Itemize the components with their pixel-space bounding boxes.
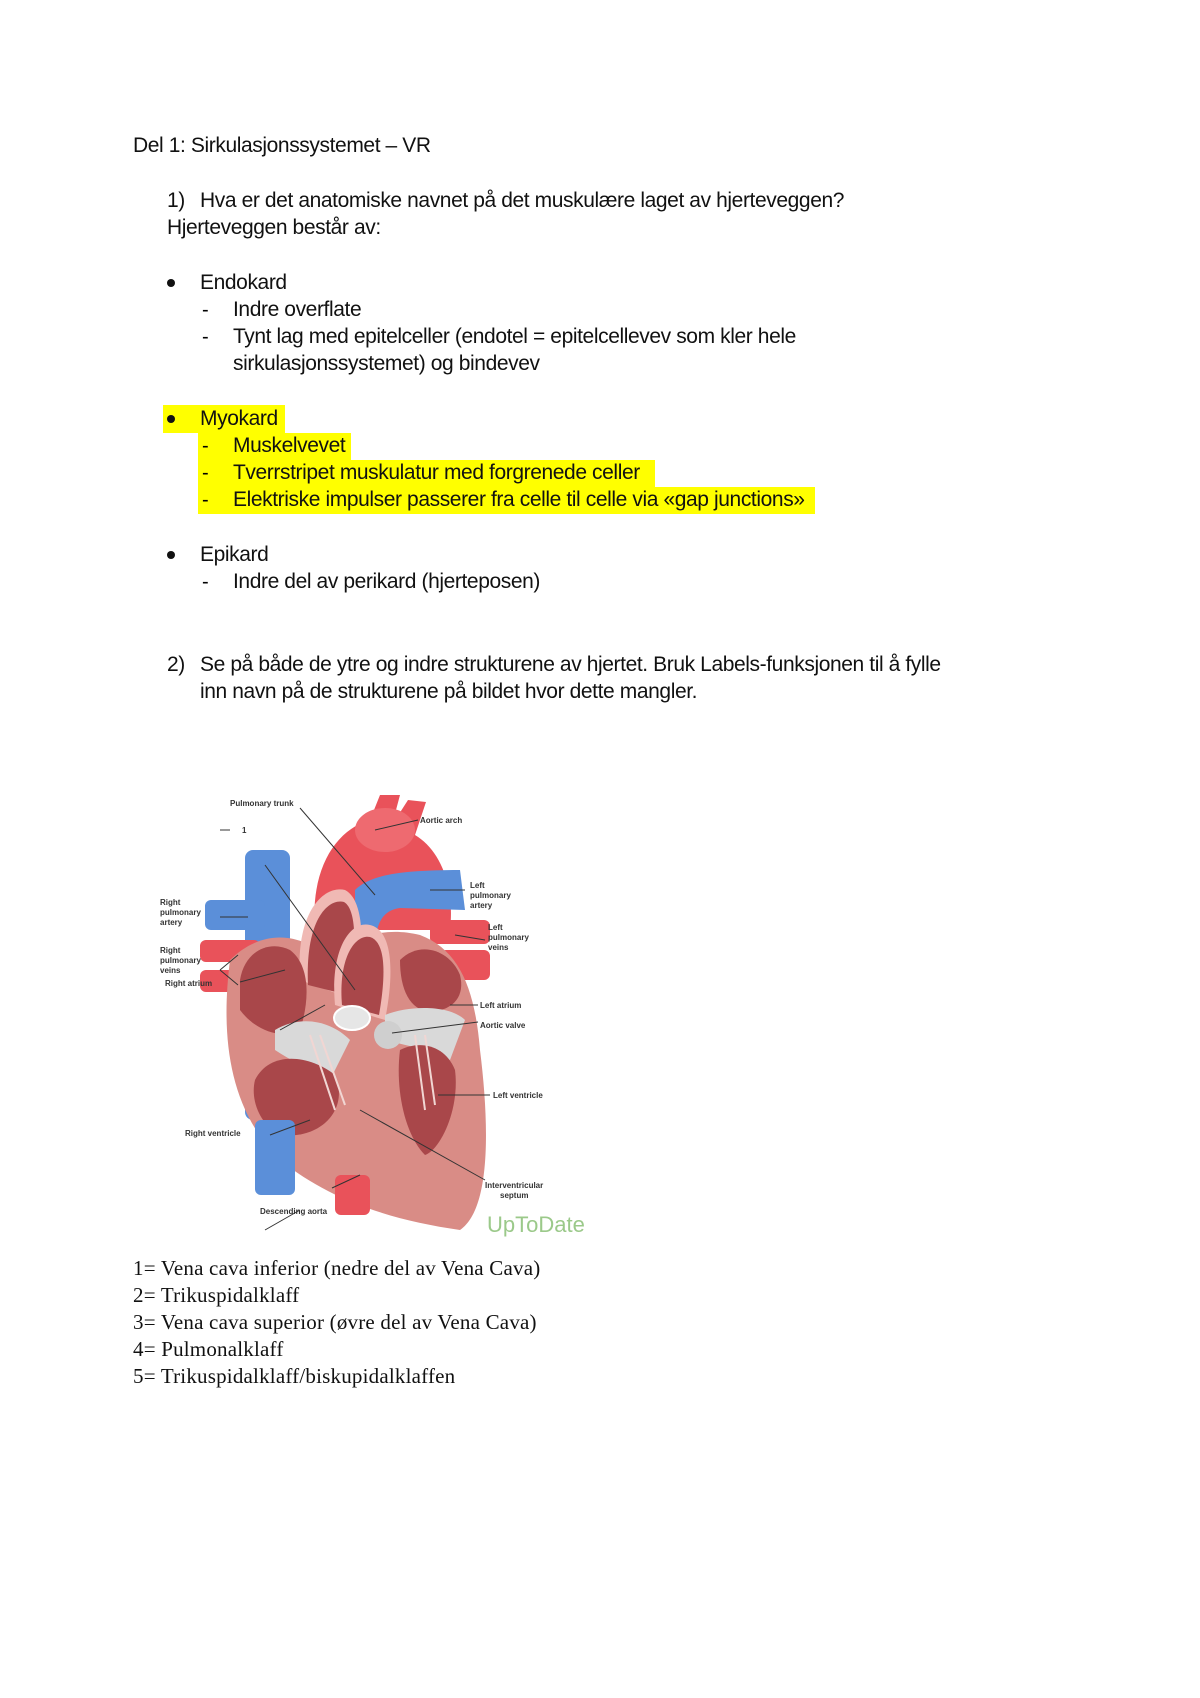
answer-5: 5= Trikuspidalklaff/biskupidalklaffen xyxy=(133,1364,456,1388)
dash-icon: - xyxy=(202,299,209,321)
label-left-pulmonary-artery-1: Left xyxy=(470,881,485,890)
dash-icon: - xyxy=(202,326,209,348)
label-right-pulmonary-artery-3: artery xyxy=(160,918,183,927)
layer-epikard-point: Indre del av perikard (hjerteposen) xyxy=(233,570,541,593)
layer-endokard-point: Indre overflate xyxy=(233,298,362,321)
bullet-icon xyxy=(167,551,175,559)
bullet-icon xyxy=(167,415,175,423)
bullet-icon xyxy=(167,279,175,287)
label-left-ventricle: Left ventricle xyxy=(493,1091,543,1100)
label-left-pulmonary-artery-3: artery xyxy=(470,901,493,910)
question-2-line1: Se på både de ytre og indre strukturene av hjertet. Bruk Labels-funksjonen til å fylle xyxy=(200,653,941,676)
page-title: Del 1: Sirkulasjonssystemet – VR xyxy=(133,134,431,157)
uptodate-watermark: UpToDate xyxy=(487,1212,585,1237)
answer-4: 4= Pulmonalklaff xyxy=(133,1337,284,1361)
label-right-pulmonary-veins-1: Right xyxy=(160,946,181,955)
label-left-pulmonary-veins-3: veins xyxy=(488,943,509,952)
label-unlabeled-marker: 1 xyxy=(242,826,247,835)
layer-myokard-point: Tverrstripet muskulatur med forgrenede celler xyxy=(233,461,640,484)
dash-icon: - xyxy=(202,462,209,484)
answer-3: 3= Vena cava superior (øvre del av Vena Cava) xyxy=(133,1310,537,1334)
layer-endokard-name: Endokard xyxy=(200,271,287,294)
dash-icon: - xyxy=(202,435,209,457)
label-left-pulmonary-artery-2: pulmonary xyxy=(470,891,511,900)
label-right-ventricle: Right ventricle xyxy=(185,1129,241,1138)
layer-myokard-point: Muskelvevet xyxy=(233,434,346,457)
label-right-pulmonary-artery-1: Right xyxy=(160,898,181,907)
label-right-pulmonary-veins-3: veins xyxy=(160,966,181,975)
dash-icon: - xyxy=(202,571,209,593)
label-aortic-arch: Aortic arch xyxy=(420,816,463,825)
layer-endokard-point-cont: sirkulasjonssystemet) og bindevev xyxy=(233,352,540,375)
label-left-atrium: Left atrium xyxy=(480,1001,522,1010)
label-left-pulmonary-veins-1: Left xyxy=(488,923,503,932)
layer-epikard-name: Epikard xyxy=(200,543,269,566)
label-left-pulmonary-veins-2: pulmonary xyxy=(488,933,529,942)
layer-endokard-point: Tynt lag med epitelceller (endotel = epitelcellevev som kler hele xyxy=(233,325,796,348)
label-right-pulmonary-artery-2: pulmonary xyxy=(160,908,201,917)
answer-2: 2= Trikuspidalklaff xyxy=(133,1283,300,1307)
heart-diagram xyxy=(160,790,640,1245)
question-1-intro: Hjerteveggen består av: xyxy=(167,216,381,239)
layer-myokard-name: Myokard xyxy=(200,407,278,430)
label-right-pulmonary-veins-2: pulmonary xyxy=(160,956,201,965)
layer-myokard-point: Elektriske impulser passerer fra celle til celle via «gap junctions» xyxy=(233,488,805,511)
question-1-number: 1) xyxy=(167,189,185,212)
question-2-line2: inn navn på de strukturene på bildet hvor dette mangler. xyxy=(200,680,698,703)
label-interventricular-septum-2: septum xyxy=(500,1191,529,1200)
dash-icon: - xyxy=(202,489,209,511)
label-right-atrium: Right atrium xyxy=(165,979,213,988)
question-2-number: 2) xyxy=(167,653,185,676)
question-1-text: Hva er det anatomiske navnet på det muskulære laget av hjerteveggen? xyxy=(200,189,845,212)
answer-1: 1= Vena cava inferior (nedre del av Vena Cava) xyxy=(133,1256,541,1280)
label-pulmonary-trunk: Pulmonary trunk xyxy=(230,799,294,808)
label-aortic-valve: Aortic valve xyxy=(480,1021,526,1030)
label-interventricular-septum-1: Interventricular xyxy=(485,1181,544,1190)
label-descending-aorta: Descending aorta xyxy=(260,1207,328,1216)
